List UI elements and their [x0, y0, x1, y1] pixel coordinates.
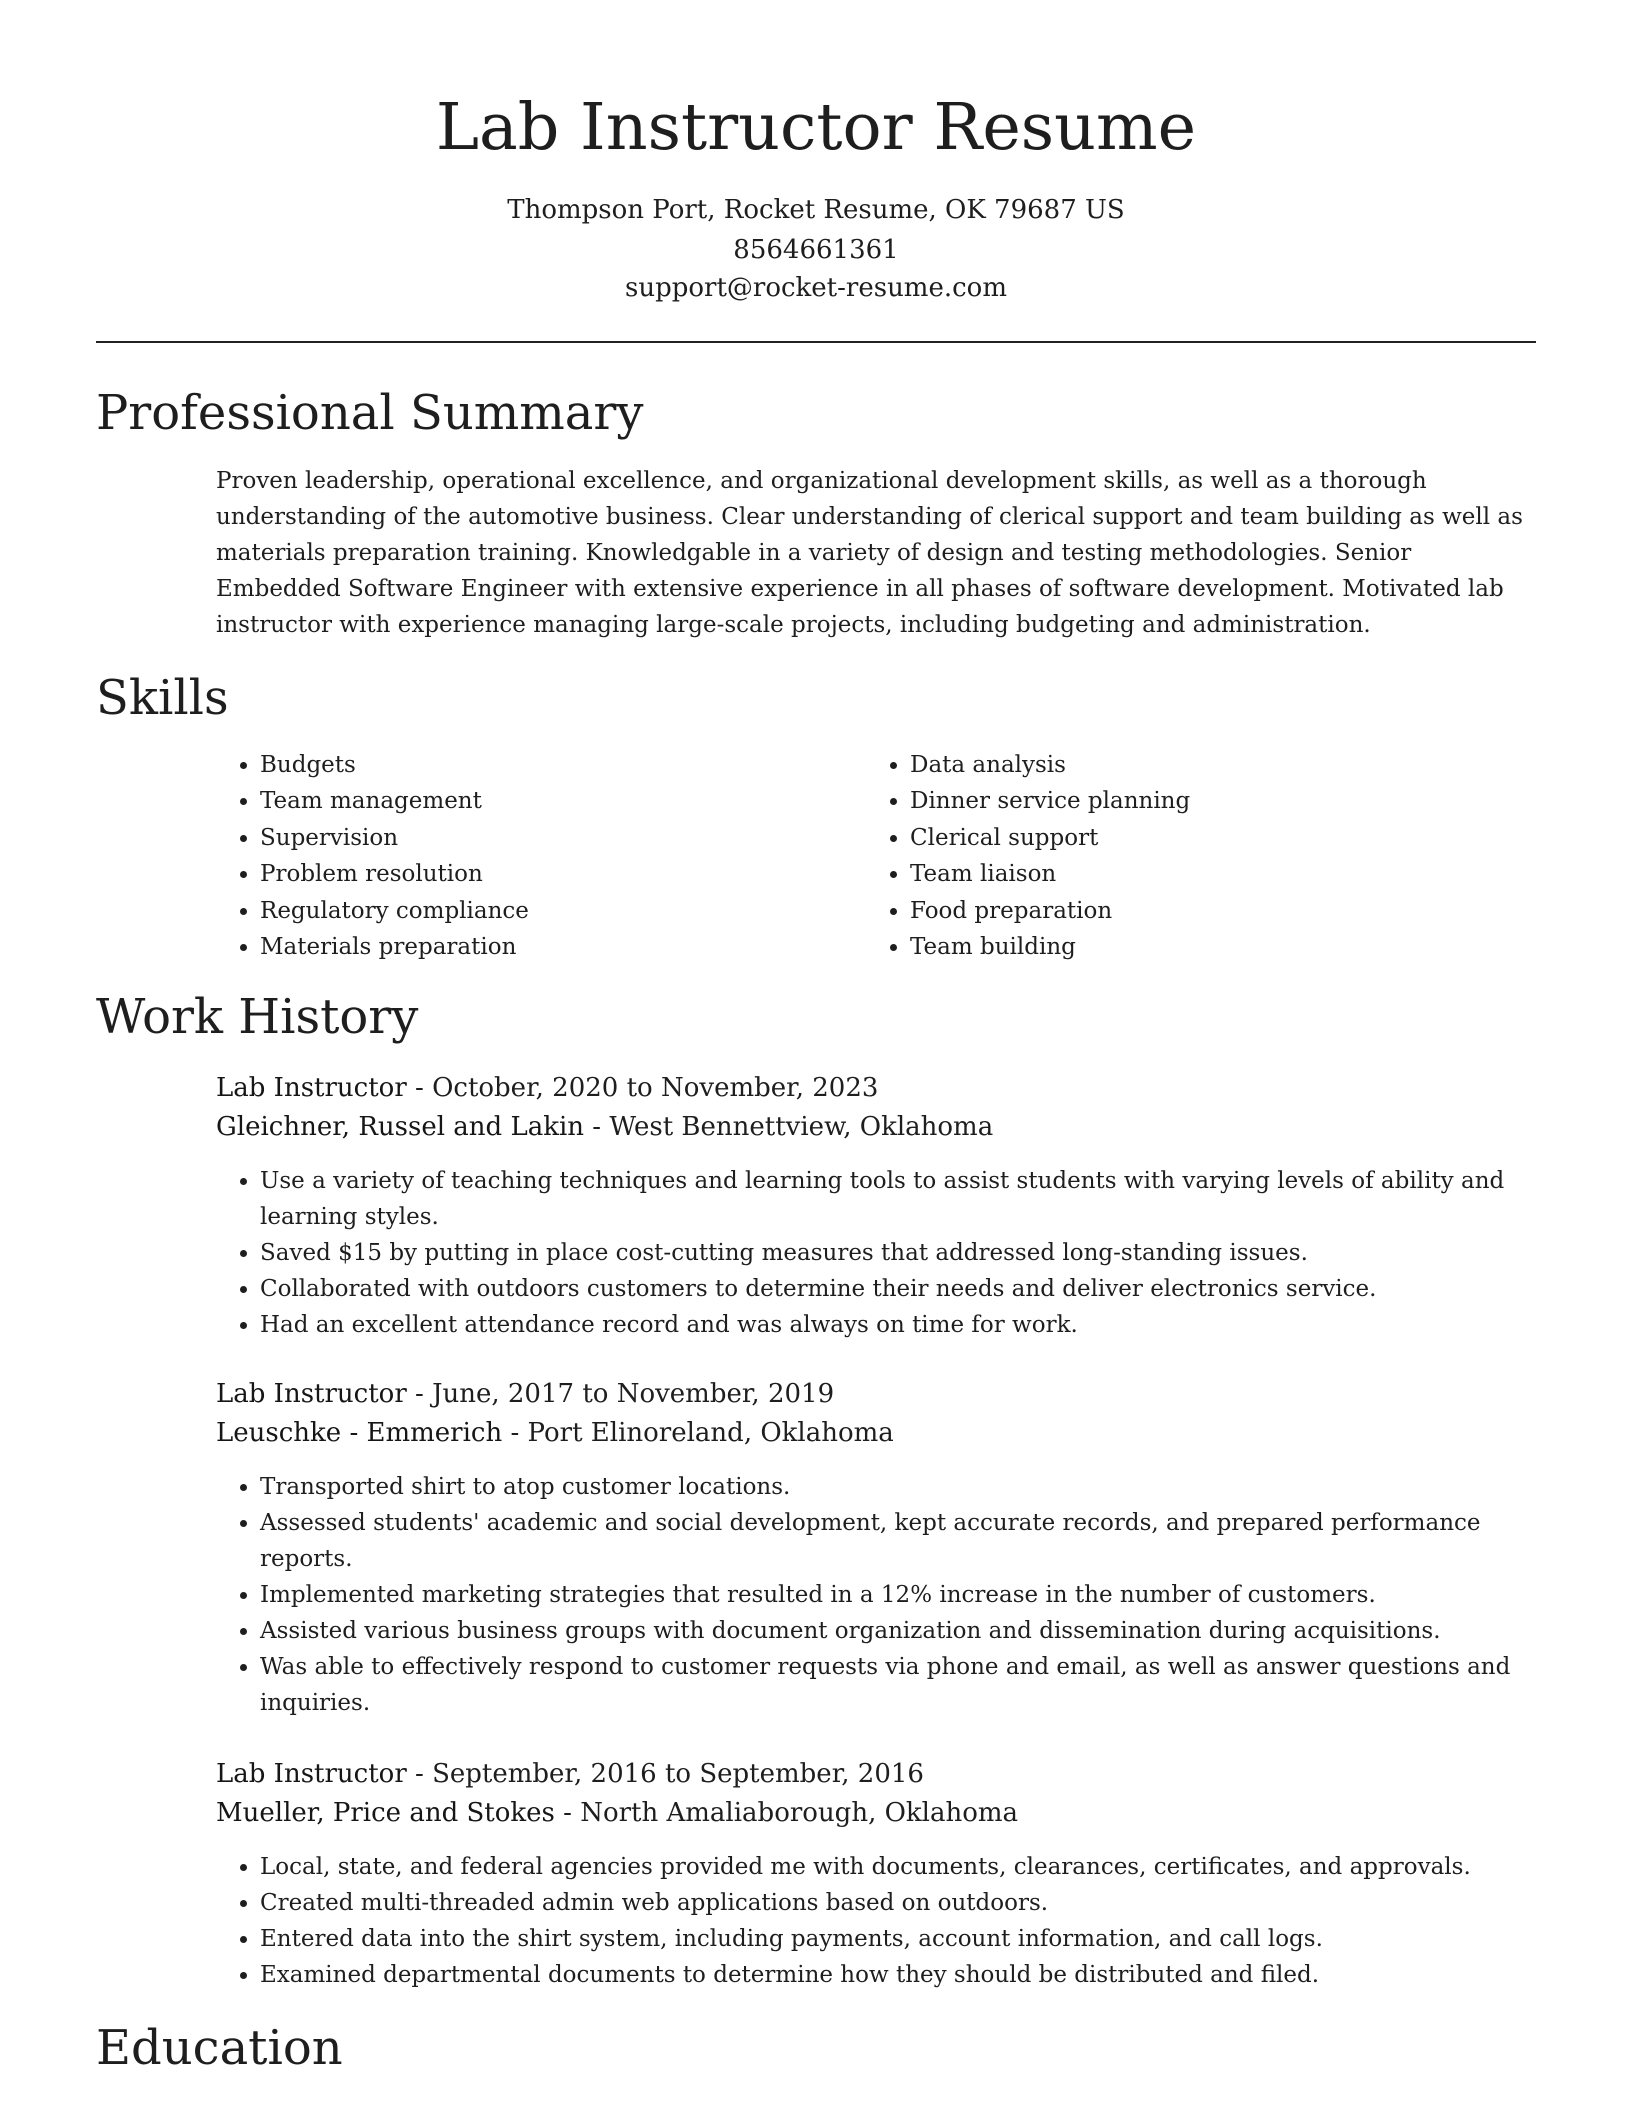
job-dates: - October, 2020 to November, 2023 — [406, 1073, 879, 1103]
job-title: Lab Instructor — [216, 1073, 407, 1103]
job-location: - Port Elinoreland, Oklahoma — [502, 1418, 894, 1448]
skill-item: • Data analysis — [910, 747, 1190, 783]
skill-item: • Supervision — [260, 820, 529, 856]
work-history-heading: Work History — [96, 989, 419, 1045]
job-bullet: • Local, state, and federal agencies provided me with documents, clearances, certificates, and approvals. — [260, 1849, 1580, 1885]
job-company: Gleichner, Russel and Lakin — [216, 1112, 585, 1142]
job-dates: - June, 2017 to November, 2019 — [406, 1379, 835, 1409]
skill-item: • Clerical support — [910, 820, 1190, 856]
skill-item: • Team management — [260, 783, 529, 819]
job-bullet: • Created multi-threaded admin web applications based on outdoors. — [260, 1885, 1580, 1921]
job-bullet: • Implemented marketing strategies that resulted in a 12% increase in the number of customers. — [260, 1577, 1580, 1613]
skill-item: • Team building — [910, 929, 1190, 965]
job-title-line — [216, 1754, 1536, 1794]
education-heading: Education — [96, 2020, 343, 2076]
job-bullets — [216, 1163, 1580, 1343]
contact-address: Thompson Port, Rocket Resume, OK 79687 US — [507, 195, 1125, 225]
job-company-line — [216, 1793, 1536, 1833]
job-company: Mueller, Price and Stokes — [216, 1798, 555, 1828]
resume-title: Lab Instructor Resume — [435, 90, 1197, 165]
job-bullet: • Assisted various business groups with document organization and dissemination during acquisitions. — [260, 1613, 1580, 1649]
job-dates: - September, 2016 to September, 2016 — [406, 1759, 924, 1789]
skills-list-left — [216, 747, 529, 965]
job-title-line — [216, 1374, 1536, 1414]
job-bullet: • Entered data into the shirt system, including payments, account information, and call logs. — [260, 1921, 1580, 1957]
summary-text: Proven leadership, operational excellence, and organizational development skills, as well as a thorough understanding of the automotive business. Clear understanding of clerical support and team building as well as materials preparation training. Knowledgable in a variety of design and testing methodologies. Senior Embedded Software Engineer with extensive experience in all phases of software development. Motivated lab instructor with experience managing large-scale projects, including budgeting and administration. — [216, 468, 1523, 638]
job-bullet: • Had an excellent attendance record and was always on time for work. — [260, 1307, 1580, 1343]
skill-item: • Dinner service planning — [910, 783, 1190, 819]
job-bullets — [216, 1849, 1580, 1993]
job-company-line — [216, 1413, 1536, 1453]
skill-item: • Team liaison — [910, 856, 1190, 892]
job-title: Lab Instructor — [216, 1759, 407, 1789]
contact-phone: 8564661361 — [733, 235, 899, 265]
job-bullet: • Use a variety of teaching techniques and learning tools to assist students with varying levels of ability and learning styles. — [260, 1163, 1580, 1235]
job-title: Lab Instructor — [216, 1379, 407, 1409]
job-bullet: • Saved $15 by putting in place cost-cutting measures that addressed long-standing issues. — [260, 1235, 1580, 1271]
job-title-line — [216, 1068, 1536, 1108]
skill-item: • Problem resolution — [260, 856, 529, 892]
job-bullets — [216, 1469, 1580, 1721]
job-company: Leuschke - Emmerich — [216, 1418, 503, 1448]
skill-item: • Budgets — [260, 747, 529, 783]
job-company-line — [216, 1107, 1536, 1147]
job-bullet: • Transported shirt to atop customer locations. — [260, 1469, 1580, 1505]
skill-item: • Regulatory compliance — [260, 893, 529, 929]
header-divider — [96, 341, 1536, 343]
contact-email: support@rocket-resume.com — [624, 273, 1007, 303]
skills-heading: Skills — [96, 670, 229, 726]
skills-list-right — [866, 747, 1190, 965]
job-bullet: • Examined departmental documents to determine how they should be distributed and filed. — [260, 1957, 1580, 1993]
job-location: - West Bennettview, Oklahoma — [584, 1112, 994, 1142]
skill-item: • Food preparation — [910, 893, 1190, 929]
job-bullet: • Collaborated with outdoors customers to determine their needs and deliver electronics service. — [260, 1271, 1580, 1307]
skill-item: • Materials preparation — [260, 929, 529, 965]
summary-heading: Professional Summary — [96, 385, 644, 441]
job-bullet: • Was able to effectively respond to customer requests via phone and email, as well as answer questions and inquiries. — [260, 1649, 1580, 1721]
job-bullet: • Assessed students' academic and social development, kept accurate records, and prepared performance reports. — [260, 1505, 1580, 1577]
job-location: - North Amaliaborough, Oklahoma — [554, 1798, 1019, 1828]
